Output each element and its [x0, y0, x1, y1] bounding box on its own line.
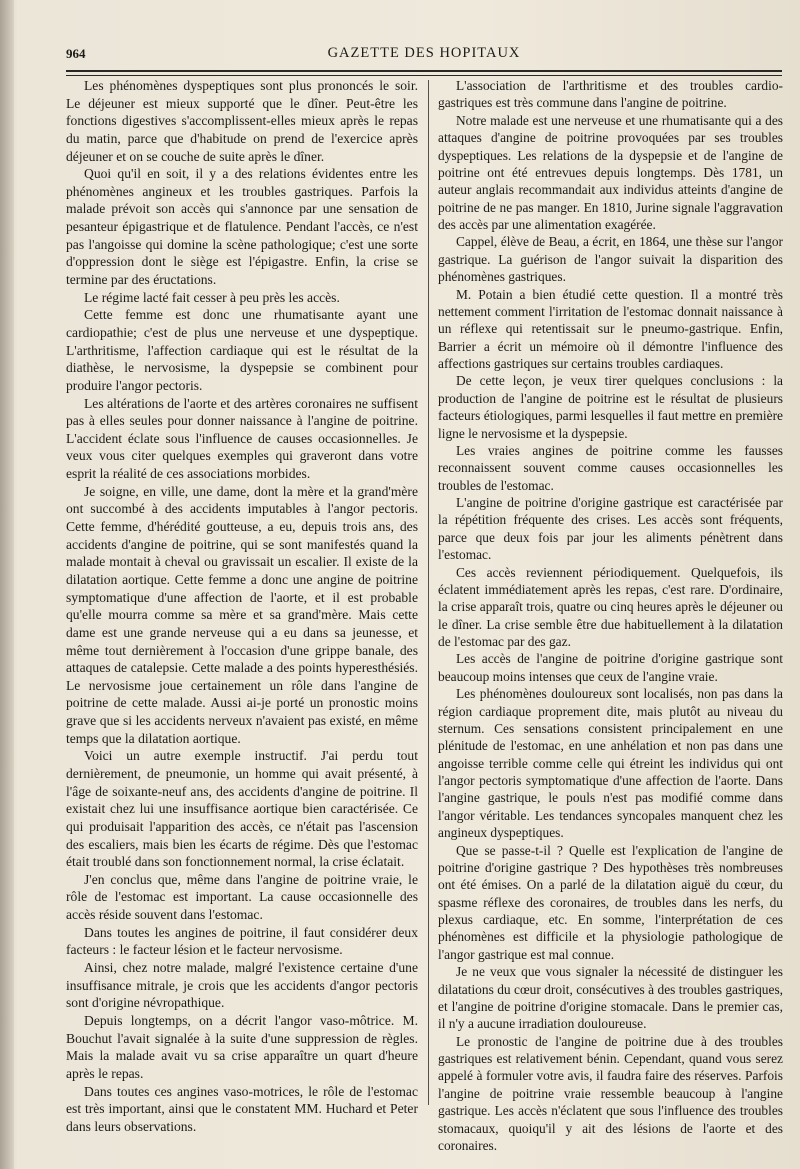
paragraph: Ces accès reviennent périodiquement. Quelquefois, ils éclatent immédiatement après les repas, c'est rare. D'ordinaire, la crise apparaît trois, quatre ou cinq heures après le déjeuner ou le dîner. La crise semble être due habituellement à la dilatation de l'estomac par des gaz.: [438, 564, 783, 649]
paragraph: J'en conclus que, même dans l'angine de poitrine vraie, le rôle de l'estomac est important. La cause occasionnelle des accès réside souvent dans l'estomac.: [66, 871, 418, 923]
page-binding-edge: [0, 0, 14, 1169]
paragraph: Cappel, élève de Beau, a écrit, en 1864, une thèse sur l'angor gastrique. La guérison de l'angor suivait la disparition des phénomènes gastriques.: [438, 234, 783, 285]
paragraph: Les accès de l'angine de poitrine d'origine gastrique sont beaucoup moins intenses que ceux de l'angine vraie.: [438, 651, 783, 684]
paragraph: Notre malade est une nerveuse et une rhumatisante qui a des attaques d'angine de poitrine provoquées par ses troubles dyspeptiques. Les relations de la dyspepsie et de l'angine de poitrine ont été entrevues depuis longtemps. Dès 1781, un auteur anglais recommandait aux individus atteints d'angine de poitrine de ne pas manger. En 1810, Jurine signale l'aggravation des accès par une alimentation exagérée.: [438, 112, 783, 232]
paragraph: Que se passe-t-il ? Quelle est l'explication de l'angine de poitrine d'origine gastrique ? Des hypothèses très nombreuses ont été émises. On a parlé de la dilatation aiguë du cœur, du spasme réflexe des coronaires, de troubles dans les nerfs, du plexus cardiaque, etc. En somme, l'interprétation de ces phénomènes est difficile et la physiologie pathologique de l'angor gastrique est mal connue.: [438, 842, 783, 962]
paragraph: De cette leçon, je veux tirer quelques conclusions : la production de l'angine de poitrine est le résultat de plusieurs facteurs étiologiques, parmi lesquelles il faut mettre en première ligne le nervosisme et la dyspepsie.: [438, 373, 783, 441]
paragraph: Depuis longtemps, on a décrit l'angor vaso-môtrice. M. Bouchut l'avait signalée à la suite d'une suppression de règles. Mais la malade avait vu sa crise apparaître un quart d'heure après le repas.: [66, 1012, 418, 1081]
paragraph: Quoi qu'il en soit, il y a des relations évidentes entre les phénomènes angineux et les troubles gastriques. Parfois la malade prévoit son accès qui s'annonce par une sensation de pesanteur épigastrique et de flatulence. Pendant l'accès, ce n'est pas l'angoisse qui domine la scène pathologique; c'est une sorte d'oppression dont le siège est l'épigastre. Enfin, la crise se termine par des éructations.: [66, 166, 418, 288]
page-number: 964: [66, 46, 86, 61]
paragraph: Cette femme est donc une rhumatisante ayant une cardiopathie; c'est de plus une nerveuse et une dyspeptique. L'arthritisme, l'affection cardiaque qui est le résultat de la diathèse, le nervosisme, la dyspepsie se combinent pour produire l'angor pectoris.: [66, 307, 418, 393]
paragraph: Les phénomènes douloureux sont localisés, non pas dans la région cardiaque proprement dite, mais plutôt au niveau du sternum. Ces sensations consistent principalement en une plénitude de l'estomac, en une anhélation et non pas dans une angoisse terrible comme celle qui étreint les individus qui ont l'angor pectoris symptomatique d'une affection de l'aorte. Dans l'angine gastrique, le pouls n'est pas modifié comme dans l'angor véritable. Les tendances syncopales manquent chez les angineux dyspeptiques.: [438, 686, 783, 841]
paragraph: Les vraies angines de poitrine comme les fausses reconnaissent souvent comme causes occasionnelles les troubles de l'estomac.: [438, 442, 783, 493]
paragraph: Le pronostic de l'angine de poitrine due à des troubles gastriques est relativement bénin. Cependant, quand vous serez appelé à formuler votre avis, il faudra faire des réserves. Parfois l'angine de poitrine vraie ressemble beaucoup à l'angine gastrique. Les accès n'éclatent que sous l'influence des troubles stomacaux, quoiqu'il y ait des lésions de l'aorte et des coronaires.: [438, 1033, 783, 1153]
paragraph: Je ne veux que vous signaler la nécessité de distinguer les dilatations du cœur droit, consécutives à des troubles gastriques, et l'angine de poitrine d'origine stomacale. Dans le premier cas, il n'y a aucune irradiation douloureuse.: [438, 964, 783, 1032]
left-column: [66, 77, 418, 1135]
paragraph: Ainsi, chez notre malade, malgré l'existence certaine d'une insuffisance mitrale, je crois que les accidents d'angor pectoris sont d'origine névropathique.: [66, 960, 418, 1011]
paragraph: Les phénomènes dyspeptiques sont plus prononcés le soir. Le déjeuner est mieux supporté que le dîner. Peut-être les fonctions digestives s'accomplissent-elles mieux après le repas du matin, parce que d'habitude on prend de l'exercice après déjeuner et on se couche de suite après le dîner.: [66, 78, 418, 164]
paragraph: Voici un autre exemple instructif. J'ai perdu tout dernièrement, de pneumonie, un homme qui avait présenté, à l'âge de soixante-neuf ans, des accidents d'angine de poitrine. Il existait chez lui une insuffisance aortique bien caractérisée. Ce qui produisait l'apparition des accès, ce n'était pas l'ascension des escaliers, mais bien les écarts de régime. Dès que l'estomac était troublé dans son fonctionnement normal, la crise éclatait.: [66, 748, 418, 870]
journal-title: GAZETTE DES HOPITAUX: [327, 45, 521, 61]
paragraph: M. Potain a bien étudié cette question. Il a montré très nettement comment l'irritation de l'estomac donnait naissance à un réflexe qui retentissait sur le pneumo-gastrique. Enfin, Barrier a écrit un mémoire où il démontre l'influence des affections gastriques sur certains troubles cardiaques.: [438, 286, 783, 371]
paragraph: L'association de l'arthritisme et des troubles cardio-gastriques est très commune dans l'angine de poitrine.: [438, 78, 783, 111]
paragraph: Dans toutes ces angines vaso-motrices, le rôle de l'estomac est très important, ainsi que le constatent MM. Huchard et Peter dans leurs observations.: [66, 1083, 418, 1134]
paragraph: Je soigne, en ville, une dame, dont la mère et la grand'mère ont succombé à des accidents imputables à l'angor pectoris. Cette femme, d'hérédité goutteuse, a eu, depuis trois ans, des accidents d'angine de poitrine, qui se sont manifestés quand la malade montait à cheval ou gravissait un escalier. Il existe de la dilatation aortique. Cette femme a donc une angine de poitrine symptomatique d'une affection de l'aorte, et il est probable qu'elle mourra comme sa mère et sa grand'mère. Mais cette dame est une grande nerveuse qui a eu dans sa jeunesse, et même tout dernièrement à l'occasion d'une grippe banale, des attaques de catalepsie. Cette malade a des points hyperesthésiés. Le nervosisme joue certainement un rôle dans l'angine de poitrine de cette malade. Aussi ai-je porté un pronostic moins grave que si les accidents nerveux n'avaient pas existé, en même temps que la dilatation aortique.: [66, 483, 418, 746]
page-header: [66, 44, 782, 64]
paragraph: Dans toutes les angines de poitrine, il faut considérer deux facteurs : le facteur lésion et le facteur nervosisme.: [66, 924, 418, 958]
header-rule-thin: [66, 75, 782, 76]
right-column: [438, 77, 783, 1154]
paragraph: Le régime lacté fait cesser à peu près les accès.: [84, 289, 340, 305]
paragraph: Les altérations de l'aorte et des artères coronaires ne suffisent pas à elles seules pour donner naissance à l'angine de poitrine. L'accident éclate sous l'influence de causes occasionnelles. Je veux vous citer quelques exemples qui graveront dans votre esprit la réalité de ces associations morbides.: [66, 395, 418, 482]
header-rule-thick: [66, 70, 782, 72]
column-divider: [428, 80, 429, 1105]
paragraph: L'angine de poitrine d'origine gastrique est caractérisée par la répétition fréquente des crises. Les accès sont fréquents, parce que deux fois par jour les aliments pénètrent dans l'estomac.: [438, 495, 783, 563]
